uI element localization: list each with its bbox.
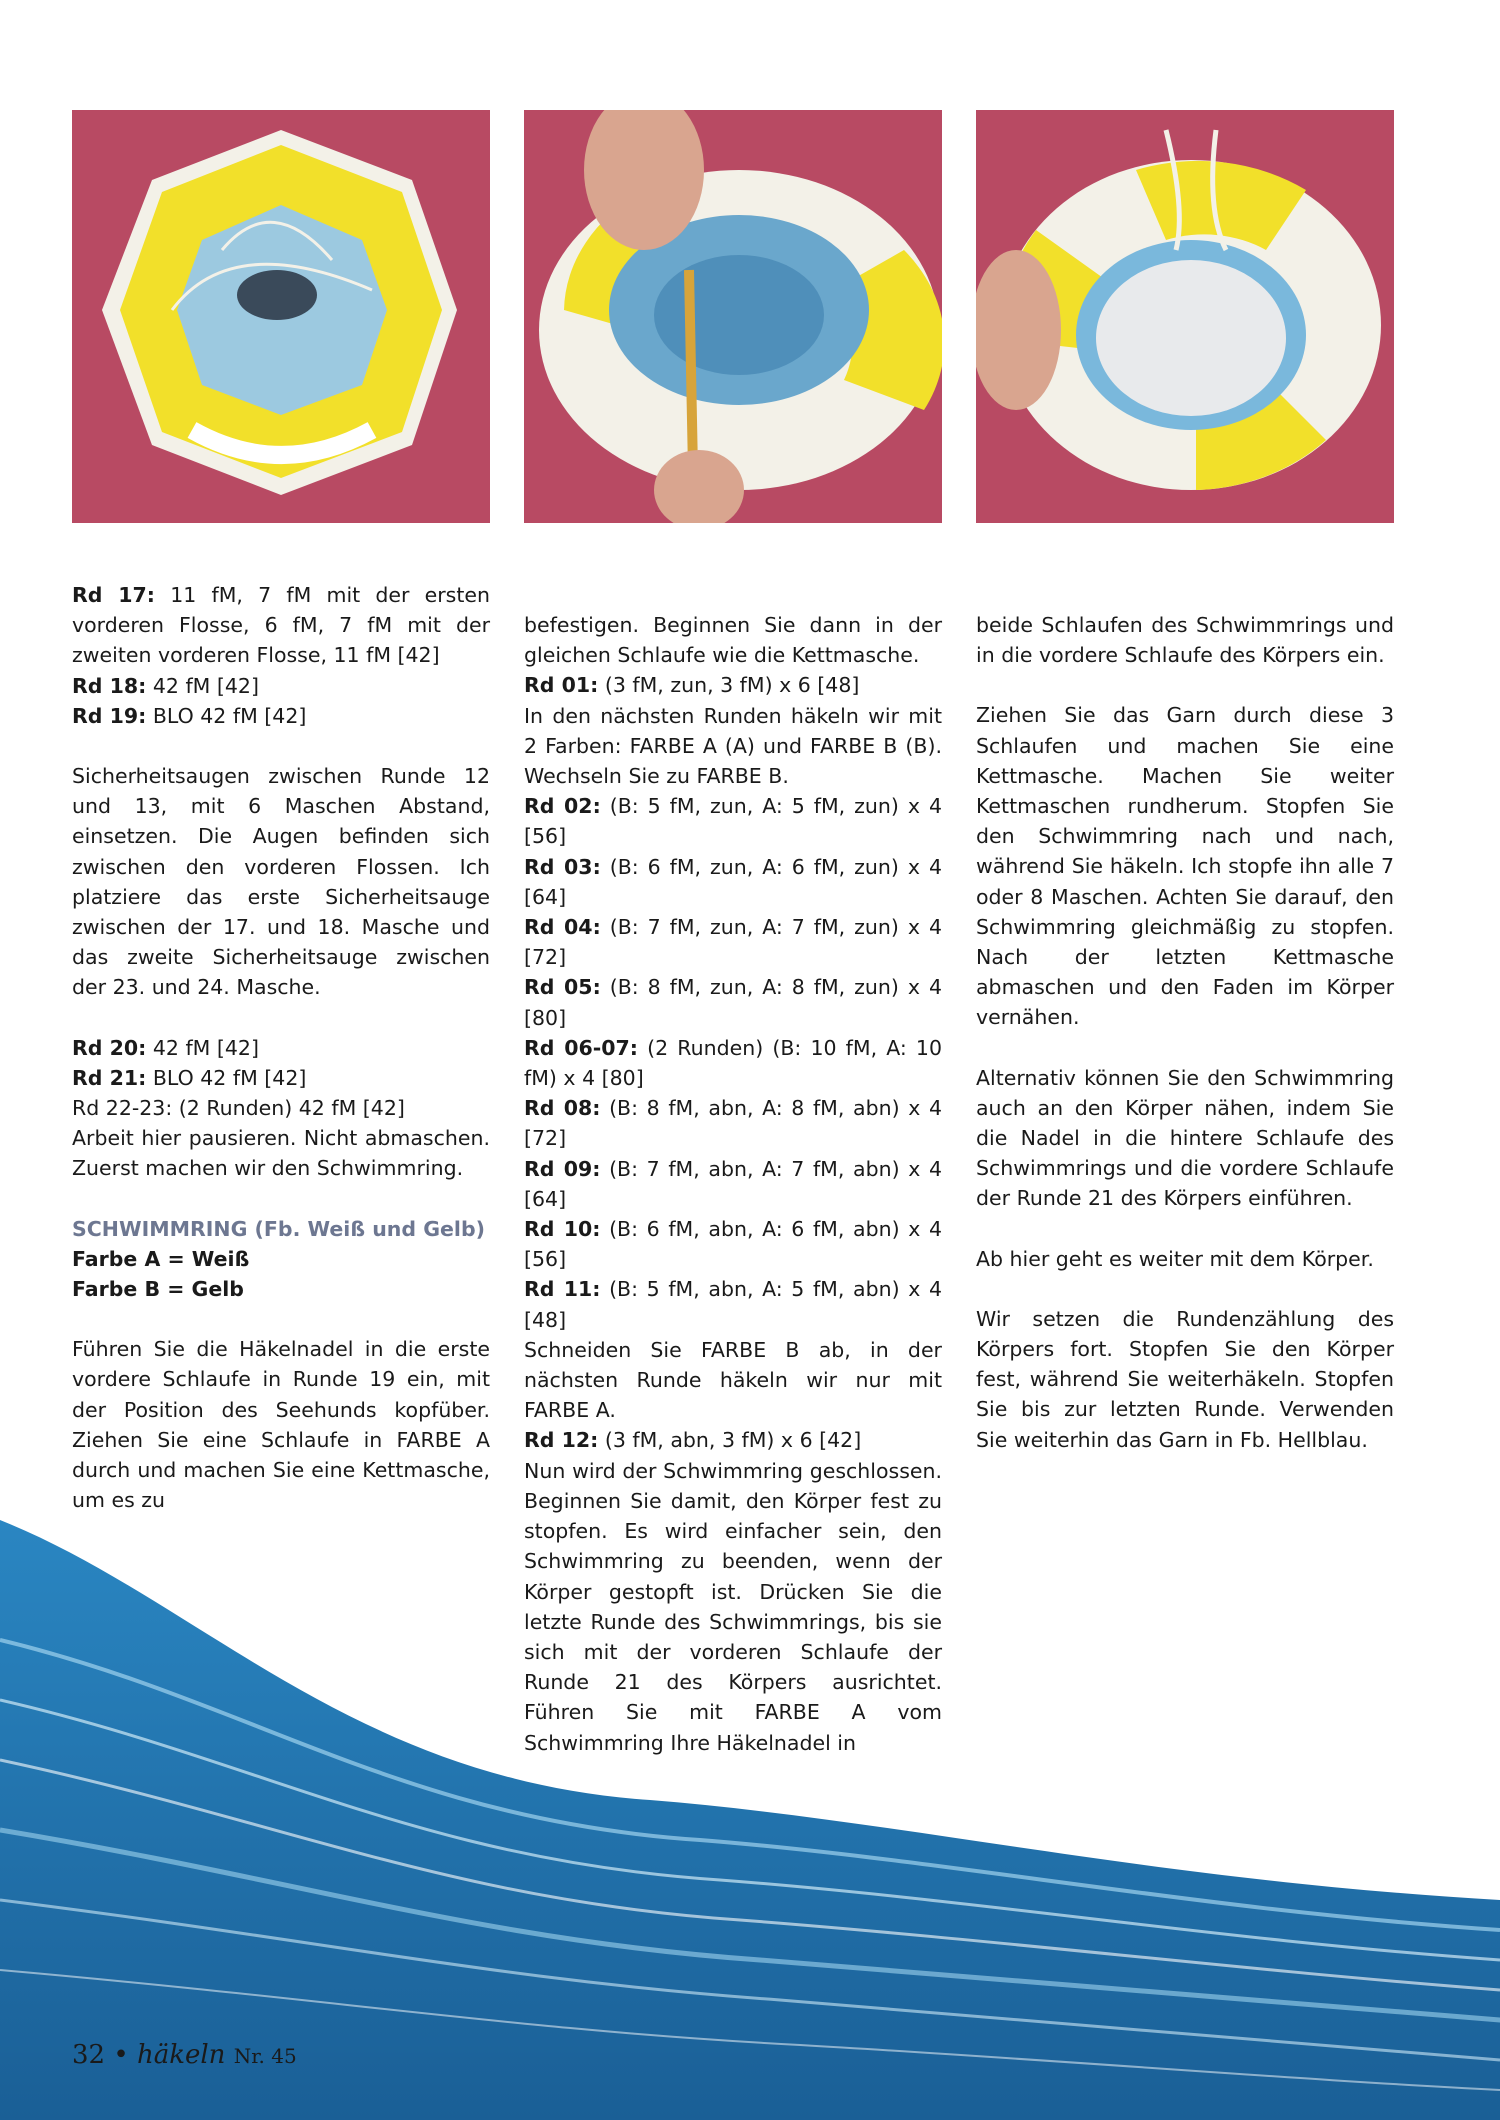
row-text: (B: 5 fM, zun, A: 5 fM, zun) x 4 [56] (524, 794, 942, 849)
row-text: (B: 8 fM, abn, A: 8 fM, abn) x 4 [72] (524, 1096, 942, 1151)
page-number: 32 (72, 2040, 106, 2070)
row-text: (3 fM, zun, 3 fM) x 6 [48] (598, 673, 860, 698)
paragraph-3: Alternativ können Sie den Schwimmring auch an den Körper nähen, indem Sie die Nadel in die hintere Schlaufe des Schwimmrings und die vordere Schlaufe der Runde 21 des Körpers einführen. (976, 1065, 1394, 1211)
paragraph-two-colors: In den nächsten Runden häkeln wir mit 2 Farben: FARBE A (A) und FARBE B (B). Wechseln Sie zu FARBE B. (524, 703, 942, 789)
row-label: Rd 02: (524, 794, 601, 819)
section-heading: SCHWIMMRING (Fb. Weiß und Gelb) (72, 1216, 486, 1241)
paragraph-cut: Schneiden Sie FARBE B ab, in der nächsten Runde häkeln wir nur mit FARBE A. (524, 1337, 942, 1423)
paragraph-4: Ab hier geht es weiter mit dem Körper. (976, 1246, 1374, 1271)
row-19 (72, 701, 490, 731)
paragraph-close: Nun wird der Schwimmring geschlossen. Beginnen Sie damit, den Körper fest zu stopfen. Es wird einfacher sein, den Schwimmring zu beenden, wenn der Körper gestopft ist. Drücken Sie die letzte Runde des Schwimmrings, bis sie sich mit der vorderen Schlaufe der Runde 21 des Körpers ausrichtet. Führen Sie mit FARBE A vom Schwimmring Ihre Häkelnadel in (524, 1458, 942, 1755)
row-12 (524, 1425, 942, 1455)
row-04 (524, 912, 942, 972)
row-text: (B: 7 fM, abn, A: 7 fM, abn) x 4 [64] (524, 1156, 942, 1211)
paragraph-1: beide Schlaufen des Schwimmrings und in die vordere Schlaufe des Körpers ein. (976, 613, 1394, 668)
row-label: Rd 21: (72, 1065, 147, 1090)
row-text: 42 fM [42] (146, 673, 259, 698)
row-text: (B: 8 fM, zun, A: 8 fM, zun) x 4 [80] (524, 975, 942, 1030)
magazine-name: häkeln (136, 2040, 226, 2070)
row-text: (B: 6 fM, abn, A: 6 fM, abn) x 4 [56] (524, 1217, 942, 1272)
row-label: Rd 01: (524, 673, 599, 698)
page-footer (72, 2040, 297, 2070)
row-label: Rd 08: (524, 1096, 601, 1121)
paragraph-5: Wir setzen die Rundenzählung des Körpers fort. Stopfen Sie den Körper fest, während Sie weiterhäkeln. Stopfen Sie bis zur letzten Runde. Verwenden Sie weiterhin das Garn in Fb. Hellblau. (976, 1306, 1394, 1452)
row-text: (3 fM, abn, 3 fM) x 6 [42] (598, 1428, 862, 1453)
row-label: Rd 18: (72, 673, 147, 698)
paragraph-start: Führen Sie die Häkelnadel in die erste vordere Schlaufe in Runde 19 ein, mit der Position des Seehunds kopfüber. Ziehen Sie eine Schlaufe in FARBE A durch und machen Sie eine Kettmasche, um es zu (72, 1337, 490, 1513)
row-text: (B: 5 fM, abn, A: 5 fM, abn) x 4 [48] (524, 1277, 942, 1332)
photo-ring-stuffed (976, 110, 1394, 523)
row-05 (524, 972, 942, 1032)
decorative-wave (0, 1500, 1500, 2120)
row-label: Rd 12: (524, 1428, 599, 1453)
row-08 (524, 1093, 942, 1153)
row-label: Rd 10: (524, 1217, 601, 1242)
photo-crochet-hook-joining (524, 110, 942, 523)
row-06-07 (524, 1033, 942, 1093)
row-text: BLO 42 fM [42] (146, 1065, 307, 1090)
paragraph-pause: Arbeit hier pausieren. Nicht abmaschen. Zuerst machen wir den Schwimmring. (72, 1126, 490, 1181)
row-label: Rd 19: (72, 703, 147, 728)
color-b-label: Farbe B = Gelb (72, 1277, 244, 1302)
paragraph-intro: befestigen. Beginnen Sie dann in der gleichen Schlaufe wie die Kettmasche. (524, 613, 942, 668)
paragraph-eyes: Sicherheitsaugen zwischen Runde 12 und 13, mit 6 Maschen Abstand, einsetzen. Die Augen befinden sich zwischen den vorderen Flossen. Ich platziere das erste Sicherheitsauge zwischen der 17. und 18. Masche und das zweite Sicherheitsauge zwischen der 23. und 24. Masche. (72, 764, 490, 1000)
row-text: 42 fM [42] (146, 1035, 259, 1060)
row-text: (2 Runden) (B: 10 fM, A: 10 fM) x 4 [80] (524, 1035, 942, 1091)
row-10 (524, 1214, 942, 1274)
column-3 (976, 610, 1394, 1455)
row-02 (524, 791, 942, 851)
row-text: BLO 42 fM [42] (146, 703, 307, 728)
row-21 (72, 1063, 490, 1093)
row-label: Rd 09: (524, 1156, 601, 1181)
row-label: Rd 20: (72, 1035, 147, 1060)
row-18 (72, 671, 490, 701)
row-label: Rd 05: (524, 975, 601, 1000)
row-11 (524, 1274, 942, 1334)
row-17 (72, 580, 490, 671)
issue-number: Nr. 45 (233, 2044, 297, 2068)
paragraph-2: Ziehen Sie das Garn durch diese 3 Schlaufen und machen Sie eine Kettmasche. Machen Sie weiter Kettmaschen rundherum. Stopfen Sie den Schwimmring nach und nach, während Sie häkeln. Ich stopfe ihn alle 7 oder 8 Maschen. Achten Sie darauf, den Schwimmring gleichmäßig zu stopfen. Nach der letzten Kettmasche abmaschen und den Faden im Körper vernähen. (976, 703, 1394, 1030)
row-09 (524, 1154, 942, 1214)
footer-bullet: • (113, 2040, 129, 2070)
color-a-label: Farbe A = Weiß (72, 1246, 250, 1271)
row-label: Rd 04: (524, 915, 601, 940)
row-label: Rd 11: (524, 1277, 601, 1302)
row-01 (524, 670, 942, 700)
row-label: Rd 06-07: (524, 1035, 638, 1060)
column-1 (72, 580, 490, 1515)
row-text: (B: 6 fM, zun, A: 6 fM, zun) x 4 [64] (524, 854, 942, 909)
row-20 (72, 1033, 490, 1063)
row-label: Rd 17: (72, 583, 156, 607)
row-label: Rd 03: (524, 854, 601, 879)
row-22-23: Rd 22-23: (2 Runden) 42 fM [42] (72, 1096, 405, 1121)
row-text: 11 fM, 7 fM mit der ersten vorderen Flosse, 6 fM, 7 fM mit der zweiten vorderen Flosse, 11 fM [42] (72, 583, 491, 668)
row-text: (B: 7 fM, zun, A: 7 fM, zun) x 4 [72] (524, 915, 942, 970)
row-03 (524, 852, 942, 912)
photo-crochet-ring-inside (72, 110, 490, 523)
